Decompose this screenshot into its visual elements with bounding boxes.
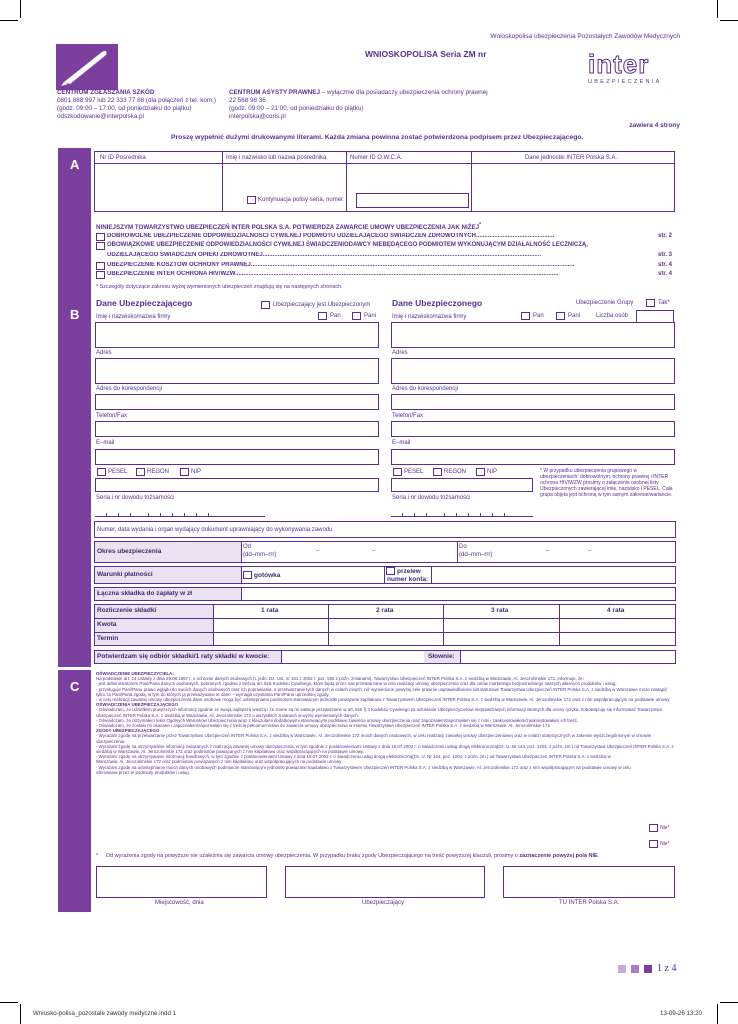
- legal-center: CENTRUM ASYSTY PRAWNEJ – wyłącznie dla posiadaczy ubezpieczenia ochrony prawnej 22 568 98 36 (godz. 09:00 – 21:00, od poniedziałku do piątku) interpolska@coris.pl: [229, 89, 488, 120]
- insured-phone-input[interactable]: [391, 421, 675, 437]
- consent-note: * Od wyrażenia zgody na powyższe nie uzależnia się zawarcia umowy ubezpieczenia. W przypadku braku zgody Ubezpieczającego na treść powyższej klauzuli, prosimy o zaznaczenie powyżej pola NIE.: [96, 853, 600, 859]
- receipt-label: Potwierdzam się odbiór składki/1 raty składki w kwocie:: [97, 653, 270, 660]
- nip-label: NIP: [191, 469, 202, 475]
- crop-mark: [717, 1004, 718, 1024]
- receipt-amount-input[interactable]: [282, 651, 424, 663]
- term-label: Termin: [97, 635, 119, 642]
- nie-label: Nie*: [660, 841, 670, 847]
- continuation-label: Kontynuacja polisy seria, numer:: [258, 197, 345, 203]
- page-indicator-square: [618, 965, 626, 973]
- section-b-marker: B: [58, 298, 91, 667]
- phone-label: Telefon/Fax: [96, 413, 128, 419]
- place-date-label: Miejscowość, dnia: [155, 900, 204, 906]
- pan-label: Pan: [330, 313, 341, 319]
- regon-label: REGON: [444, 469, 467, 475]
- cash-checkbox[interactable]: [243, 571, 252, 579]
- policyholder-phone-input[interactable]: [95, 421, 379, 437]
- pani-checkbox[interactable]: [556, 312, 565, 320]
- period-label: Okres ubezpieczenia: [97, 548, 162, 555]
- insured-id-number-input[interactable]: [391, 478, 533, 492]
- transfer-label: przelew: [397, 568, 421, 575]
- crop-mark: [0, 20, 18, 21]
- insurance-option-checkbox[interactable]: [96, 271, 105, 279]
- pan-checkbox[interactable]: [521, 312, 530, 320]
- crop-mark: [717, 0, 718, 18]
- claims-center: CENTRUM ZGŁASZANIA SZKÓD 0801 888 997 lub 22 333 77 88 (dla połączeń z tel. kom.) (godz. 09:00 – 17:00, od poniedziałku do piątku) odszkodowanie@interpolska.pl: [57, 89, 216, 120]
- crop-mark: [20, 1004, 21, 1024]
- crop-mark: [720, 1002, 738, 1003]
- insurance-option-4: UBEZPIECZENIE INTER OCHRONA HIV/WZW: [107, 271, 236, 277]
- name-label: Imię i nazwisko/nazwa firmy: [392, 314, 467, 320]
- print-date: 13-09-26 13:20: [660, 1010, 702, 1017]
- insurance-option-3: UBEZPIECZENIE KOSZTÓW OCHRONY PRAWNEJ: [107, 262, 251, 268]
- rate-header: 4 rata: [607, 607, 625, 614]
- page-ref: str. 2: [657, 233, 672, 239]
- rate-header: 1 rata: [261, 607, 279, 614]
- installments-label: Rozliczenie składki: [97, 607, 157, 614]
- total-label: Łączna składka do zapłaty w zł: [97, 590, 193, 597]
- id-series-input[interactable]: [391, 516, 533, 517]
- policyholder-corr-input[interactable]: [95, 394, 379, 410]
- insurance-option-2-line2: UDZIELAJĄCEGO ŚWIADCZEŃ OPIEKI ZDROWOTNEJ: [107, 252, 263, 258]
- same-person-checkbox[interactable]: [261, 301, 270, 309]
- owca-id-label: Numer ID O.W.C.A.: [350, 155, 403, 161]
- od-label: Od: [243, 544, 252, 550]
- pesel-label: PESEL: [404, 469, 424, 475]
- date-format-label: (dd–mm–rrr): [459, 552, 493, 558]
- regon-checkbox[interactable]: [136, 468, 145, 476]
- page-ref: str. 4: [657, 271, 672, 277]
- receipt-words-input[interactable]: [461, 651, 675, 663]
- footnote: * Szczegóły dotyczące zakresu wyżej wymienionych ubezpieczeń znajdują się na następnych stronach.: [96, 284, 343, 290]
- pani-checkbox[interactable]: [352, 312, 361, 320]
- confirmation-statement: NINIEJSZYM TOWARZYSTWO UBEZPIECZEŃ INTER POLSKA S.A. POTWIERDZA ZAWARCIE UMOWY UBEZPIECZENIA JAK NIŻEJ*: [96, 222, 482, 232]
- nie-checkbox[interactable]: [649, 824, 658, 832]
- regon-checkbox[interactable]: [433, 468, 442, 476]
- address-label: Adres: [96, 350, 112, 356]
- policyholder-email-input[interactable]: [95, 449, 379, 465]
- pesel-checkbox[interactable]: [393, 468, 402, 476]
- page-ref: str. 3: [657, 252, 672, 258]
- policyholder-sign-label: Ubezpieczający: [362, 900, 405, 906]
- agent-id-label: Nr ID Pośrednika: [100, 155, 146, 161]
- insured-corr-input[interactable]: [391, 394, 675, 410]
- crop-mark: [20, 0, 21, 18]
- same-person-label: Ubezpieczający jest Ubezpieczonym: [273, 302, 371, 308]
- insured-address-input[interactable]: [391, 358, 675, 384]
- account-label: numer konta:: [387, 576, 429, 583]
- pani-label: Pani: [568, 313, 581, 319]
- regon-label: REGON: [147, 469, 170, 475]
- pan-checkbox[interactable]: [318, 312, 327, 320]
- payment-row: [94, 566, 676, 584]
- policyholder-name-input[interactable]: [95, 322, 379, 348]
- crop-mark: [720, 20, 738, 21]
- license-document-label: Numer, data wydania i organ wydający dokument uprawniający do wykonywania zawodu: [97, 527, 333, 533]
- amount-label: Kwota: [97, 621, 117, 628]
- nie-checkbox[interactable]: [649, 840, 658, 848]
- insurance-option-checkbox[interactable]: [96, 233, 105, 241]
- rate-header: 2 rata: [376, 607, 394, 614]
- policyholder-signature[interactable]: [285, 866, 485, 898]
- pesel-checkbox[interactable]: [97, 468, 106, 476]
- page-title: WNIOSKOPOLISA Seria ZM nr: [365, 49, 487, 59]
- date-sep: –: [588, 548, 592, 554]
- file-name: Wniosko-polisa_pozostale zawody medyczne.indd 1: [33, 1010, 177, 1017]
- insurer-signature[interactable]: [503, 866, 675, 898]
- instruction: Proszę wypełnić dużymi drukowanymi literami. Każda zmiana powinna zostać potwierdzona podpisem przez Ubezpieczającego.: [171, 134, 584, 141]
- nip-checkbox[interactable]: [476, 468, 485, 476]
- pani-label: Pani: [364, 313, 377, 319]
- group-label: Ubezpieczenie Grupy: [576, 300, 634, 306]
- email-label: E–mail: [96, 440, 115, 446]
- payment-label: Warunki płatności: [97, 571, 153, 578]
- insurer-sign-label: TU INTER Polska S.A.: [559, 900, 620, 906]
- page-ref: str. 4: [657, 262, 672, 268]
- page-count: zawiera 4 strony: [629, 122, 680, 129]
- policyholder-address-input[interactable]: [95, 358, 379, 384]
- page-indicator-square: [644, 965, 652, 973]
- name-label: Imię i nazwisko/nazwa firmy: [96, 314, 171, 320]
- rate-header: 3 rata: [491, 607, 509, 614]
- id-series-label: Seria i nr dowodu tożsamości: [96, 495, 175, 501]
- insured-title: Dane Ubezpieczonego: [392, 298, 483, 308]
- page-indicator-square: [631, 965, 639, 973]
- date-sep: –: [546, 548, 550, 554]
- insurance-option-checkbox[interactable]: [96, 262, 105, 270]
- policyholder-title: Dane Ubezpieczającego: [96, 298, 193, 308]
- insured-name-input[interactable]: [391, 322, 675, 348]
- tak-label: Tak*: [658, 300, 670, 306]
- agent-name-label: Imię i nazwisko lub nazwa pośrednika: [226, 155, 327, 161]
- pan-label: Pan: [533, 313, 544, 319]
- declarations: OŚWIADCZENIE UBEZPIECZYCIELA: Na podstawie art. 24 Ustawy z dnia 29.08.1997 r. o ochronie danych osobowych (t. jedn. Dz. Ust. nr 101 z 2002 r. poz. 926 z późn. zmianami), Towarzystwo Ubezpieczeń INTER Polska S.A. z siedzibą w Warszawie, Al. Jerozolimskie 172, informuje, że: - jest administratorem Pani/Pana danych osobowych, pobranych zgodnie z treścią art. 815 Kodeksu Cywilnego, które będą przez nas przetwarzane w celu realizacji umowy ubezpieczenia oraz dla celów marketingu bezpośredniego naszych własnych produktów i usług, - przysługuje Pani/Panu prawo wglądu do swoich danych osobowych oraz ich poprawiania, a przetwarzanie tych danych w celach innych, niż wymienione powyżej cele prawnie usprawiedliwione lub statutowe Towarzystwa Ubezpieczeń INTER Polska S.A. z siedzibą w Warszawie może nastąpić tylko za Pani/Pana zgodą, w tym do których ją przekazywane te dane – wymaga uzyskania Pani/Pana uprzedniej zgody. - w celu realizacji zawartej umowy ubezpieczenia dane osobowe mogą być udostępniane podmiotom stanowiącym jednostki powiązane kapitałowo z Towarzystwem Ubezpieczeń INTER Polska S.A. z siedzibą w Warszawie, Al. Jerozolimskie 172 oraz z nim współpracującym na podstawie umowy. OŚWIADCZENIA UBEZPIECZAJĄCEGO - Oświadczam, że udzieliłem powyższych informacji zgodnie ze swoją najlepszą wiedzą i że znane są mi sankcje przewidziane w art. 815 § 3 Kodeksu Cywilnego za udzielanie Ubezpieczycielowi nieprawdziwych informacji istotnych dla oceny ryzyka. Zobowiązuję się informować Towarzystwo Ubezpieczeń INTER Polska S.A. z siedzibą w Warszawie, Al. Jerozolimskie 172 o wszystkich zmianach w wyżej wymienionych danych. - Oświadczam, że otrzymałem tekst Ogólnych Warunków Ubezpieczenia wraz z klauzulami dodatkowymi stanowiącymi podstawę zawarcia umowy ubezpieczenia oraz zapoznałem/zapoznałam się z nimi i zaakceptowałem/zaakceptowałam ich treść. - Oświadczam, że zostało mi okazane i zapoznałem/zapoznałam się z treścią pełnomocnictwa do zawarcia umowy ubezpieczenia w imieniu Towarzystwa Ubezpieczeń INTER Polska S.A. z siedzibą w Warszawie, Al. Jerozolimskie 172 ZGODY UBEZPIECZAJĄCEGO - Wyrażam zgodę na przetwarzanie przez Towarzystwo Ubezpieczeń INTER Polska S.A. z siedzibą w Warszawie, Al. Jerozolimskie 172 moich danych osobowych, w celu realizacji zawartej umowy ubezpieczeniowej oraz w celach statystycznych w zakresie wyszczególnionym w umowie ubezpieczenia. - Wyrażam zgodę na otrzymywanie informacji związanych z realizacją zawartej umowy ubezpieczenia, w tym zgodnie z postanowieniami Ustawy z dnia 18.07.2002 r. o świadczeniu usług drogą elektroniczną(Dz. U. Nr 144, poz. 1204, z późn. zm.) od Towarzystwa Ubezpieczeń INTER Polska S.A. z siedzibą w Warszawie, Al. Jerozolimskie 172 oraz podmiotów powiązanych z nim kapitałowo oraz współpracujących na podstawie umowy. - Wyrażam zgodę na otrzymywanie informacji handlowych, w tym zgodnie z postanowieniami Ustawy z dnia 18.07.2002 r. o świadczeniu usług drogą elektroniczną(Dz. U. Nr 144, poz. 1204, z późn. zm.) od Towarzystwa Ubezpieczeń INTER Polska S.A. z siedzibą w Warszawie, Al. Jerozolimskie 172 oraz podmiotów powiązanych z nim kapitałowo oraz współpracujących na podstawie umowy. - Wyrażam zgodę na udostępnianie moich danych osobowych podmiotom stanowiącym jednostki powiązane kapitałowo z Towarzystwem Ubezpieczeń INTER Polska S.A. z siedzibą w Warszawie, Al. Jerozolimskie 172 oraz z nim współpracującym na podstawie umowy w celu oferowania przez te podmioty produktów i usług.: [96, 671, 674, 775]
- address-label: Adres: [392, 350, 408, 356]
- continuation-checkbox[interactable]: [247, 196, 256, 204]
- group-checkbox[interactable]: [646, 299, 655, 307]
- cash-label: gotówka: [254, 572, 281, 579]
- policyholder-id-number-input[interactable]: [95, 478, 379, 492]
- section-c-marker: C: [58, 670, 91, 912]
- continuation-input[interactable]: [356, 193, 469, 208]
- section-a-marker: A: [58, 148, 91, 298]
- pen-logo: [56, 44, 118, 90]
- phone-label: Telefon/Fax: [392, 413, 424, 419]
- id-series-input[interactable]: [95, 516, 265, 517]
- do-label: Do: [459, 544, 467, 550]
- email-label: E–mail: [392, 440, 411, 446]
- nip-checkbox[interactable]: [180, 468, 189, 476]
- date-sep: –: [372, 548, 376, 554]
- id-series-label: Seria i nr dowodu tożsamości: [392, 495, 471, 501]
- form-type: Wnioskopolisa ubezpieczenia Pozostałych Zawodów Medycznych: [490, 33, 680, 40]
- nip-label: NIP: [487, 469, 498, 475]
- insurance-option-1: DOBROWOLNE UBEZPIECZENIE ODPOWIEDZIALNOŚCI CYWILNEJ PODMIOTU UDZIELAJĄCEGO ŚWIADCZEŃ ZDROWOTNYCH...............................................: [107, 233, 555, 239]
- nie-label: Nie*: [660, 825, 670, 831]
- insured-email-input[interactable]: [391, 449, 675, 465]
- date-sep: –: [316, 548, 320, 554]
- insurance-option-2: OBOWIĄZKOWE UBEZPIECZENIE ODPOWIEDZIALNOŚCI CYWILNEJ ŚWIADCZENIODAWCY NIEBĘDĄCEGO PODMIOTEM WYKONUJĄCYM DZIAŁALNOŚĆ LECZNICZĄ,: [107, 242, 588, 248]
- group-insurance-note: * W przypadku ubezpieczenia grupowego w ubezpieczeniach: dobrowolnym, ochrony prawnej i INTER ochrona HIV/WZW prosimy o załączenie osobnej listy Ubezpieczonych zawierającej imię, nazwisko i PESEL. Cała grupa objęta jest ochroną w tym samym zakresie/wariancie.: [540, 468, 673, 499]
- transfer-checkbox[interactable]: [386, 567, 395, 575]
- words-label: Słownie:: [428, 653, 455, 660]
- inter-unit-label: Dane jednostki INTER Polska S.A.: [525, 155, 618, 161]
- date-format-label: (dd–mm–rrr): [243, 552, 277, 558]
- insurance-option-checkbox[interactable]: [96, 242, 105, 250]
- page-number: 1 z 4: [657, 963, 677, 974]
- inter-logo: inter UBEZPIECZENIA: [588, 49, 662, 85]
- pesel-label: PESEL: [108, 469, 128, 475]
- people-count-label: Liczba osób: [596, 313, 629, 319]
- corr-address-label: Adres do korespondencji: [392, 386, 459, 392]
- place-date-signature[interactable]: [96, 866, 267, 898]
- corr-address-label: Adres do korespondencji: [96, 386, 163, 392]
- crop-mark: [0, 1002, 18, 1003]
